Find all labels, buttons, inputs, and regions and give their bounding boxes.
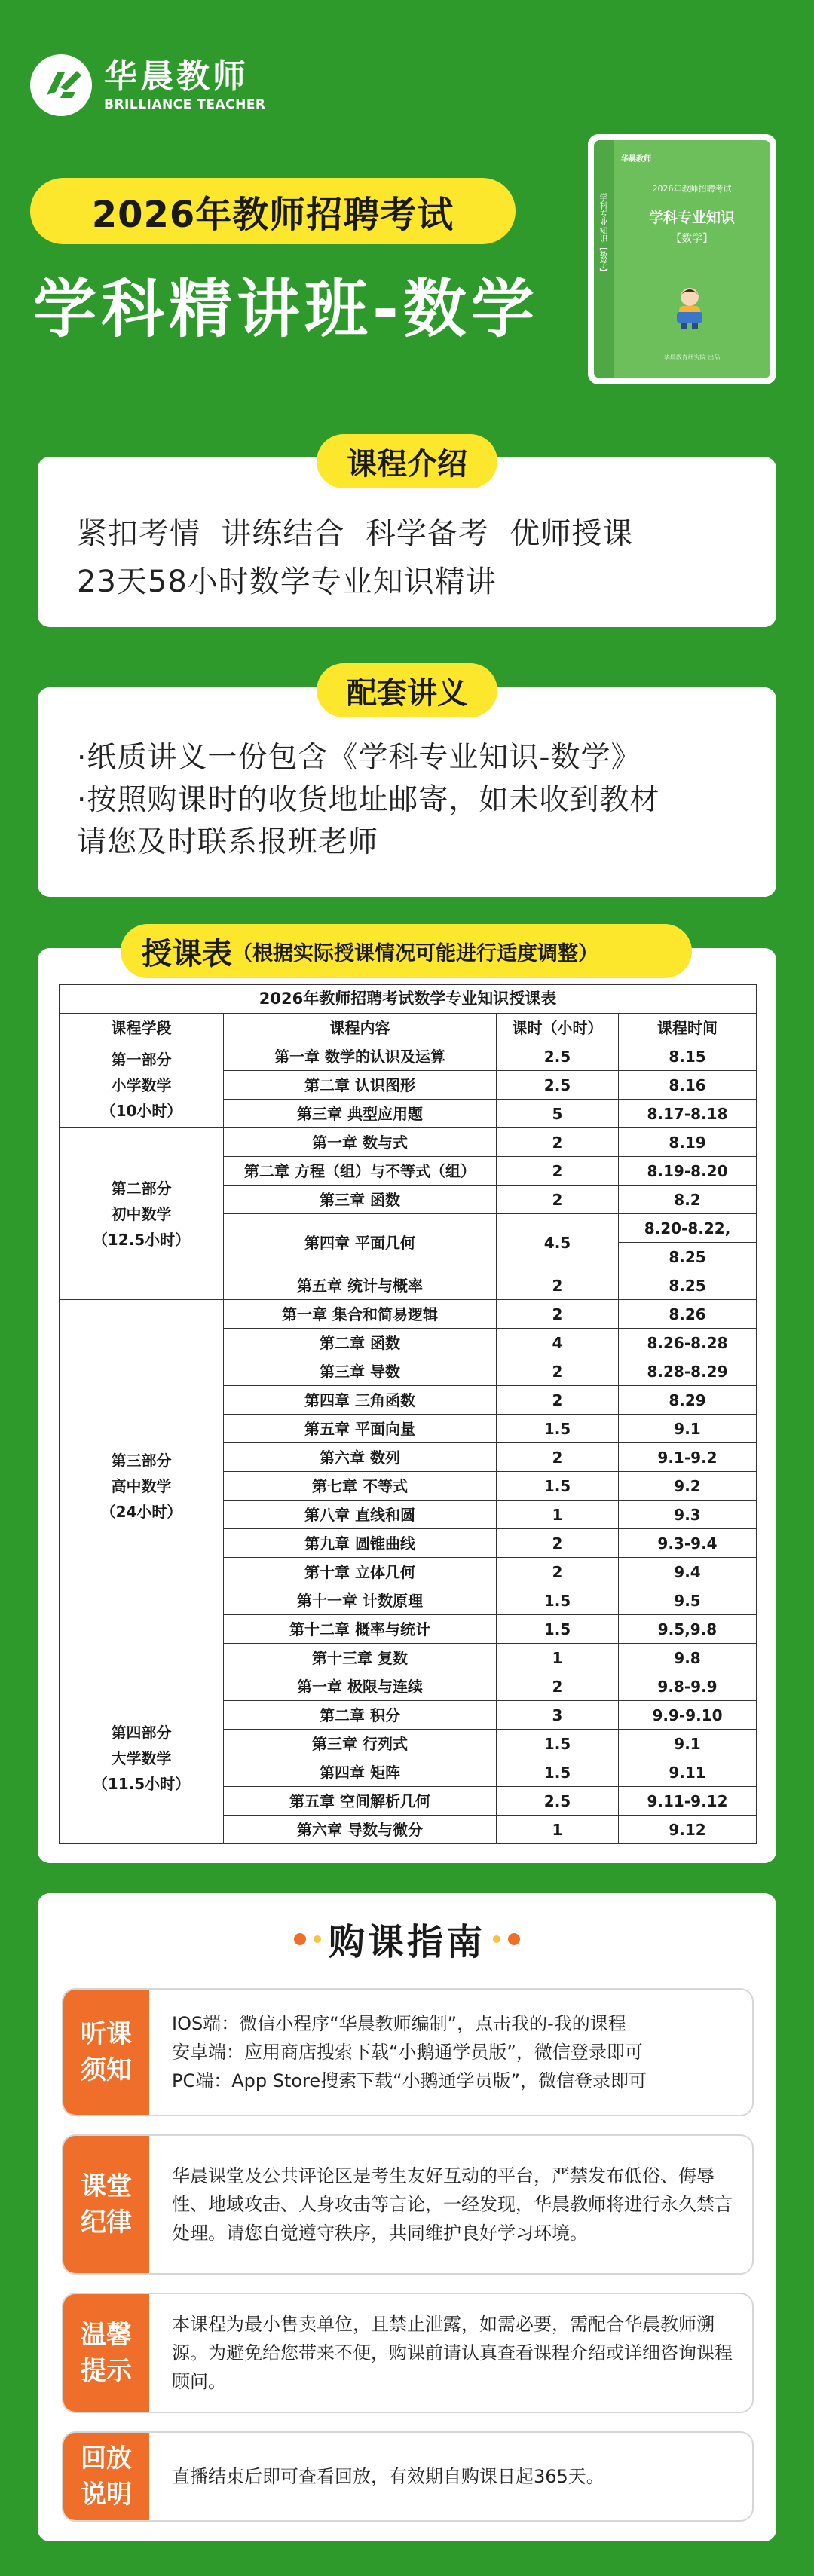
- hours-cell: 2: [497, 1357, 619, 1386]
- schedule-table: [59, 984, 757, 1844]
- lecture-line: ·按照购课时的收货地址邮寄，如未收到教材: [77, 783, 660, 817]
- hours-cell: 1: [497, 1816, 619, 1844]
- guide-text: 本课程为最小售卖单位，且禁止泄露，如需必要，需配合华晨教师溯源。为避免给您带来不便，购课前请认真查看课程介绍或详细咨询课程顾问。: [172, 2314, 733, 2392]
- date-cell: 9.8-9.9: [619, 1672, 757, 1701]
- chapter-cell: 第五章 统计与概率: [224, 1271, 497, 1300]
- chapter-cell: 第八章 直线和圆: [224, 1501, 497, 1529]
- hours-cell: 2: [497, 1386, 619, 1415]
- brand-logo: [30, 54, 266, 116]
- hours-cell: 2: [497, 1300, 619, 1329]
- chapter-cell: 第一章 集合和简易逻辑: [224, 1300, 497, 1329]
- hours-cell: 2.5: [497, 1787, 619, 1816]
- table-title: 2026年教师招聘考试数学专业知识授课表: [60, 985, 757, 1014]
- guide-box-listening: [62, 1988, 754, 2116]
- stage-label: 小学数学: [111, 1075, 172, 1094]
- date-cell: 9.5,9.8: [619, 1615, 757, 1644]
- hours-cell: 2: [497, 1157, 619, 1186]
- chapter-cell: 第四章 三角函数: [224, 1386, 497, 1415]
- date-cell: 8.25: [619, 1271, 757, 1300]
- chapter-cell: 第十一章 计数原理: [224, 1586, 497, 1615]
- guide-tag: 回放说明: [63, 2433, 149, 2520]
- book-publisher: 华晨教育研究院 出品: [663, 354, 721, 361]
- guide-tag: 温馨提示: [63, 2294, 149, 2412]
- hours-cell: 3: [497, 1701, 619, 1730]
- table-caption-row: [60, 985, 757, 1014]
- hours-cell: 5: [497, 1100, 619, 1128]
- hours-cell: 4: [497, 1329, 619, 1357]
- stage-cell: [60, 1128, 224, 1300]
- stage-label: 第四部分: [111, 1723, 172, 1742]
- book-spine: 学科专业知识【数学】: [594, 140, 614, 378]
- hours-cell: 2.5: [497, 1071, 619, 1100]
- hours-cell: 1.5: [497, 1586, 619, 1615]
- guide-tag: 课堂纪律: [63, 2136, 149, 2273]
- stage-cell: [60, 1672, 224, 1844]
- stage-label: 第三部分: [111, 1451, 172, 1470]
- hours-cell: 2: [497, 1558, 619, 1586]
- chapter-cell: 第十三章 复数: [224, 1644, 497, 1672]
- hours-cell: 1: [497, 1501, 619, 1529]
- book-exam-line: 2026年教师招聘考试: [652, 184, 732, 194]
- chapter-cell: 第二章 方程（组）与不等式（组）: [224, 1157, 497, 1186]
- stage-label: 高中数学: [111, 1476, 172, 1495]
- date-cell: 8.26-8.28: [619, 1329, 757, 1357]
- decor-dot-icon: [314, 1935, 321, 1943]
- table-row: [60, 1128, 757, 1157]
- student-illustration-icon: [672, 285, 707, 330]
- chapter-cell: 第四章 平面几何: [224, 1214, 497, 1271]
- date-cell: 8.25: [619, 1243, 757, 1271]
- stage-label: 第一部分: [111, 1050, 172, 1069]
- date-cell: 8.20-8.22,: [619, 1214, 757, 1243]
- intro-line: 紧扣考情 讲练结合 科学备考 优师授课: [77, 516, 634, 551]
- stage-cell: [60, 1042, 224, 1128]
- table-header-row: [60, 1014, 757, 1042]
- date-cell: 9.3: [619, 1501, 757, 1529]
- stage-label: （10小时）: [100, 1101, 182, 1120]
- page-title: 学科精讲班-数学: [33, 272, 539, 346]
- chapter-cell: 第七章 不等式: [224, 1472, 497, 1501]
- table-row: [60, 1672, 757, 1701]
- hours-cell: 2: [497, 1271, 619, 1300]
- hours-cell: 1.5: [497, 1730, 619, 1758]
- schedule-hint: （根据实际授课情况可能进行适度调整）: [232, 941, 598, 965]
- chapter-cell: 第五章 空间解析几何: [224, 1787, 497, 1816]
- brand-name: 华晨教师: [104, 57, 249, 96]
- chapter-cell: 第六章 数列: [224, 1443, 497, 1472]
- hours-cell: 1.5: [497, 1472, 619, 1501]
- column-header: 课程学段: [60, 1014, 224, 1042]
- brand-name-en: BRILLIANCE TEACHER: [104, 97, 266, 112]
- chapter-cell: 第二章 认识图形: [224, 1071, 497, 1100]
- guide-box-tips: [62, 2293, 754, 2413]
- decor-dot-icon: [294, 1933, 306, 1945]
- book-cover: [588, 134, 776, 384]
- book-logo: 华晨教师: [621, 155, 651, 164]
- date-cell: 8.29: [619, 1386, 757, 1415]
- hours-cell: 4.5: [497, 1214, 619, 1271]
- date-cell: 8.28-8.29: [619, 1357, 757, 1386]
- stage-label: （12.5小时）: [92, 1230, 191, 1249]
- chapter-cell: 第一章 数学的认识及运算: [224, 1042, 497, 1071]
- date-cell: 9.5: [619, 1586, 757, 1615]
- column-header: 课程内容: [224, 1014, 497, 1042]
- stage-label: 大学数学: [111, 1748, 172, 1767]
- date-cell: 9.12: [619, 1816, 757, 1844]
- hours-cell: 2: [497, 1529, 619, 1558]
- guide-text: 直播结束后即可查看回放，有效期自购课日起365天。: [172, 2466, 604, 2487]
- guide-title: 购课指南: [328, 1921, 485, 1963]
- lecture-line: 请您及时联系报班老师: [77, 825, 379, 859]
- chapter-cell: 第二章 积分: [224, 1701, 497, 1730]
- hours-cell: 1: [497, 1644, 619, 1672]
- guide-text: 华晨课堂及公共评论区是考生友好互动的平台，严禁发布低俗、侮辱性、地域攻击、人身攻击等言论，一经发现，华晨教师将进行永久禁言处理。请您自觉遵守秩序，共同维护良好学习环境。: [172, 2165, 733, 2244]
- chapter-cell: 第二章 函数: [224, 1329, 497, 1357]
- intro-line: 23天58小时数学专业知识精讲: [77, 564, 497, 599]
- lecture-line: ·纸质讲义一份包含《学科专业知识-数学》: [77, 741, 641, 775]
- stage-cell: [60, 1300, 224, 1672]
- guide-text: IOS端：微信小程序“华晨教师编制”，点击我的-我的课程 安卓端：应用商店搜索下载“小鹅通学员版”，微信登录即可 PC端：App Store搜索下载“小鹅通学员版”，微信登录即可: [172, 2013, 647, 2091]
- book-title: 学科专业知识: [648, 210, 735, 226]
- hours-cell: 1.5: [497, 1615, 619, 1644]
- date-cell: 8.2: [619, 1186, 757, 1214]
- date-cell: 9.9-9.10: [619, 1701, 757, 1730]
- hours-cell: 2: [497, 1443, 619, 1472]
- date-cell: 9.3-9.4: [619, 1529, 757, 1558]
- chapter-cell: 第九章 圆锥曲线: [224, 1529, 497, 1558]
- date-cell: 8.26: [619, 1300, 757, 1329]
- hours-cell: 1.5: [497, 1415, 619, 1443]
- chapter-cell: 第五章 平面向量: [224, 1415, 497, 1443]
- date-cell: 9.1: [619, 1415, 757, 1443]
- table-row: [60, 1042, 757, 1071]
- table-row: [60, 1300, 757, 1329]
- chapter-cell: 第三章 行列式: [224, 1730, 497, 1758]
- stage-label: （24小时）: [100, 1502, 182, 1521]
- chapter-cell: 第四章 矩阵: [224, 1758, 497, 1787]
- chapter-cell: 第十二章 概率与统计: [224, 1615, 497, 1644]
- date-cell: 9.4: [619, 1558, 757, 1586]
- date-cell: 8.19-8.20: [619, 1157, 757, 1186]
- chapter-cell: 第三章 函数: [224, 1186, 497, 1214]
- date-cell: 9.11: [619, 1758, 757, 1787]
- schedule-label-pill: [121, 924, 692, 978]
- hours-cell: 2: [497, 1186, 619, 1214]
- hours-cell: 2.5: [497, 1042, 619, 1071]
- purchase-guide-card: [38, 1893, 776, 2541]
- chapter-cell: 第十章 立体几何: [224, 1558, 497, 1586]
- stage-label: （11.5小时）: [92, 1774, 191, 1793]
- guide-box-replay: [62, 2431, 754, 2522]
- date-cell: 8.19: [619, 1128, 757, 1157]
- chapter-cell: 第一章 极限与连续: [224, 1672, 497, 1701]
- guide-tag: 听课须知: [63, 1990, 149, 2115]
- column-header: 课程时间: [619, 1014, 757, 1042]
- date-cell: 9.11-9.12: [619, 1787, 757, 1816]
- stage-label: 第二部分: [111, 1179, 172, 1198]
- exam-year-title: 2026年教师招聘考试: [30, 178, 516, 244]
- date-cell: 8.15: [619, 1042, 757, 1071]
- date-cell: 9.1: [619, 1730, 757, 1758]
- course-intro-label: 课程介绍: [317, 434, 497, 488]
- chapter-cell: 第一章 数与式: [224, 1128, 497, 1157]
- column-header: 课时（小时）: [497, 1014, 619, 1042]
- decor-dot-icon: [493, 1935, 500, 1943]
- hours-cell: 1.5: [497, 1758, 619, 1787]
- stage-label: 初中数学: [111, 1204, 172, 1223]
- hours-cell: 2: [497, 1672, 619, 1701]
- decor-dot-icon: [508, 1933, 520, 1945]
- schedule-card: [38, 948, 776, 1863]
- brand-mark-icon: [30, 54, 92, 116]
- date-cell: 9.8: [619, 1644, 757, 1672]
- hours-cell: 2: [497, 1128, 619, 1157]
- lecture-notes-card: [38, 687, 776, 897]
- lecture-notes-label: 配套讲义: [317, 663, 497, 717]
- chapter-cell: 第三章 典型应用题: [224, 1100, 497, 1128]
- date-cell: 9.2: [619, 1472, 757, 1501]
- book-subject: 【数学】: [671, 233, 713, 245]
- chapter-cell: 第六章 导数与微分: [224, 1816, 497, 1844]
- guide-title-row: [38, 1913, 776, 1965]
- date-cell: 8.16: [619, 1071, 757, 1100]
- schedule-label: 授课表: [142, 936, 232, 971]
- date-cell: 9.1-9.2: [619, 1443, 757, 1472]
- chapter-cell: 第三章 导数: [224, 1357, 497, 1386]
- date-cell: 8.17-8.18: [619, 1100, 757, 1128]
- guide-box-discipline: [62, 2134, 754, 2275]
